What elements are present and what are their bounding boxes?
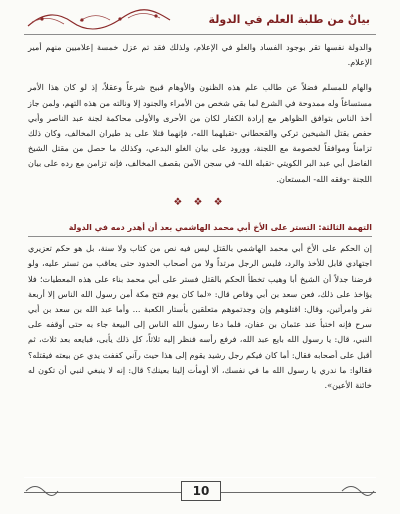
footer-ornament-icon xyxy=(340,484,376,498)
paragraph-argument: والهام للمسلم فضلاً عن طالب علم هذه الظنون والأوهام قبيح شرعاً وعقلاً، إذ لو كان هذا الأمر مستساغاً وله ممدوحة في الشرع لما بقي شخص من الأمراء والجنود إلا ونالته من هذه التهم، ولمن جاز أخذ الناس بتوافق الظواهر مع إرادة الكفار لكان من الأحرى والأولى محاكمة لجنة عبد الناصر وأبي حفص بقتل الشيخين تركي والقحطاني -تقبلهما الله-، فإنهما قتلا على يد طيران المخالف، وكان ذلك تزامناً وموافقاً لخصومة مع اللجنة، وورود على بيان الغلو البدعي، وكذلك ما حصل من مقتل الشيخ الفاضل أبي عبد البر الكويتي -تقبله الله- في سجن الآمن بقصف المخالف، فإنه تزامن مع رده على بيان اللجنة -وفقه الله- المستعان. xyxy=(28,82,372,184)
page-header xyxy=(24,4,376,35)
page-number: 10 xyxy=(181,481,221,501)
paragraph-intro: والدولة نفسها تقر بوجود الفساد والغلو في الإعلام، ولذلك فقد تم عزل خمسة إعلاميين منهم أمير الإعلام. xyxy=(28,42,372,68)
paragraph-ruling: إن الحكم على الأخ أبي محمد الهاشمي بالقتل ليس فيه نص من كتاب ولا سنة، بل هو حكم تعزيري اجتهادي قابل للأخذ والرد، فليس الرجل مرتداً ولا من أصحاب الحدود حتى يعاقب من تستر عليه، ولو فرضنا جدلاً أن الشيخ أبا وهيب تخطأ الحكم بالقتل فستر على أبي محمد بناء على هذه المعطيات؛ فلا يؤاخذ على ذلك، فعن سعد بن أبي وقاص قال: «لما كان يوم فتح مكة أمن رسول الله الناس إلا أربعة نفر وامرأتين، وقال: اقتلوهم وإن وجدتموهم متعلقين بأستار الكعبة ... وأما عبد الله بن سعد بن أبي سرح فإنه اختبأ عند عثمان بن عفان، فلما دعا رسول الله الناس إلى البيعة جاء به حتى أوقفه على النبي، قال: يا رسول الله بايع عبد الله، فرفع رأسه فنظر إليه ثلاثاً، كل ذلك يأبى، فبايعه بعد ثلاث، ثم أقبل على أصحابه فقال: أما كان فيكم رجل رشيد يقوم إلى هذا حيث رآني كففت يدي عن بيعته فيقتله؟ فقالوا: ما ندري يا رسول الله ما في نفسك، ألا أومأت إلينا بعينك؟ قال: إنه لا ينبغي لنبي أن تكون له خائنة الأعين». xyxy=(28,243,372,391)
header-title: بيانٌ من طلبة العلم في الدولة xyxy=(208,12,370,26)
header-ornament-icon xyxy=(24,8,174,32)
page-content xyxy=(28,40,372,401)
separator-ornament: ❖ ❖ ❖ xyxy=(173,196,227,208)
footer-ornament-icon xyxy=(24,484,60,498)
section-title: التهمة الثالثة: التستر على الأخ أبي محمد الهاشمي بعد أن أهدر دمه في الدولة xyxy=(28,220,372,237)
page-footer xyxy=(24,477,376,506)
